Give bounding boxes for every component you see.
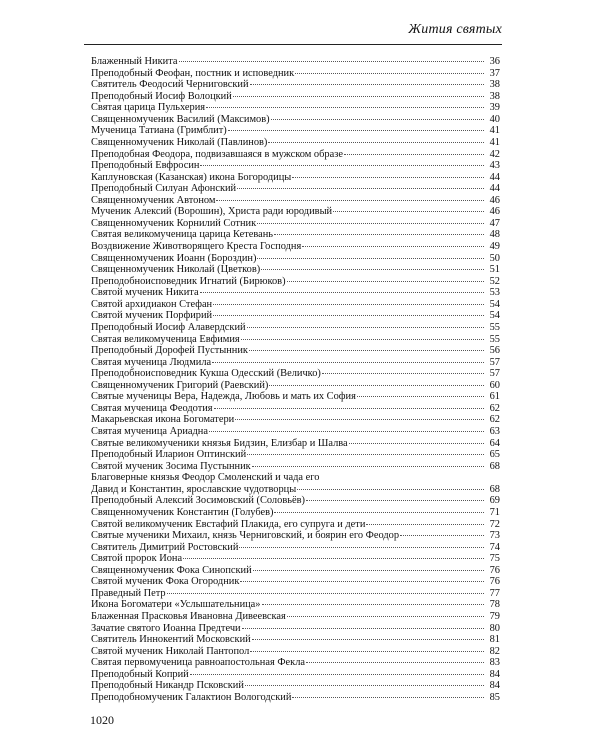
dot-leader	[292, 177, 484, 178]
toc-entry-page: 54	[489, 298, 500, 310]
toc-entry-page: 68	[489, 460, 500, 472]
toc-entry-page: 61	[489, 391, 500, 403]
dot-leader	[357, 396, 484, 397]
toc-entry-title: Мученик Алексий (Ворошин), Христа ради юродивый	[91, 206, 333, 218]
toc-entry-title: Макарьевская икона Богоматери	[91, 414, 235, 426]
toc-entry-title: Святые мученицы Вера, Надежда, Любовь и мать их София	[91, 391, 356, 403]
toc-entry-page: 48	[489, 229, 500, 241]
toc-entry-title: Святой мученик Зосима Пустынник	[91, 460, 251, 472]
dot-leader	[200, 165, 484, 166]
toc-entry-title: Святые великомученики князья Бидзин, Елизбар и Шалва	[91, 437, 348, 449]
toc-entry-page: 69	[489, 495, 500, 507]
toc-entry-page: 38	[489, 79, 500, 91]
dot-leader	[245, 685, 484, 686]
toc-entry-title: Святой мученик Николай Пантопол	[91, 645, 250, 657]
toc-entry-title: Преподобноисповедник Кукша Одесский (Величко)	[91, 368, 321, 380]
toc-entry-page: 41	[489, 136, 500, 148]
dot-leader	[214, 408, 484, 409]
toc-entry-title: Святитель Димитрий Ростовский	[91, 541, 239, 553]
toc-entry-page: 53	[489, 287, 500, 299]
dot-leader	[333, 211, 484, 212]
dot-leader	[216, 200, 484, 201]
toc-entry-page: 65	[489, 449, 500, 461]
toc-entry	[91, 611, 500, 623]
toc-entry-title: Преподобный Дорофей Пустынник	[91, 345, 248, 357]
toc-entry-title: Священномученик Автоном	[91, 194, 216, 206]
toc-entry-page: 52	[489, 275, 500, 287]
toc-entry-page: 50	[489, 252, 500, 264]
toc-entry-title: Священномученик Корнилий Сотник	[91, 217, 257, 229]
toc-entry	[91, 229, 500, 241]
dot-leader	[400, 535, 484, 536]
toc-entry-page: 68	[489, 483, 500, 495]
toc-entry-page: 76	[489, 564, 500, 576]
toc-entry-page: 64	[489, 437, 500, 449]
toc-entry	[91, 426, 500, 438]
toc-entry-title: Святая мученица Феодотия	[91, 402, 213, 414]
toc-entry	[91, 623, 500, 635]
toc-entry-title: Праведный Петр	[91, 587, 166, 599]
toc-entry	[91, 253, 500, 265]
toc-entry-title: Зачатие святого Иоанна Предтечи	[91, 622, 241, 634]
toc-entry	[91, 287, 500, 299]
dot-leader	[292, 697, 484, 698]
dot-leader	[287, 616, 484, 617]
toc-entry	[91, 634, 500, 646]
running-header-title: Жития святых	[408, 22, 502, 37]
dot-leader	[269, 385, 484, 386]
toc-entry-page: 83	[489, 657, 500, 669]
toc-entry	[91, 183, 500, 195]
toc-entry-page: 82	[489, 645, 500, 657]
toc-entry-title: Преподобная Феодора, подвизавшаяся в мужском образе	[91, 148, 343, 160]
toc-entry	[91, 195, 500, 207]
running-header	[84, 18, 502, 45]
dot-leader	[212, 362, 484, 363]
toc-entry	[91, 102, 500, 114]
toc-entry-title: Святая первомученица равноапостольная Фекла	[91, 657, 306, 669]
dot-leader	[274, 512, 484, 513]
toc-entry-title: Мученица Татиана (Гримблит)	[91, 125, 227, 137]
toc-entry-title: Священномученик Иоанн (Бороздин)	[91, 252, 257, 264]
toc-entry	[91, 519, 500, 531]
toc-entry	[91, 438, 500, 450]
dot-leader	[271, 119, 484, 120]
toc-entry-title: Преподобномученик Галактион Вологодский	[91, 691, 292, 703]
toc-entry-title: Святая великомученица Евфимия	[91, 333, 240, 345]
toc-entry-page: 57	[489, 356, 500, 368]
toc-entry-title: Священномученик Василий (Максимов)	[91, 113, 270, 125]
toc-entry-title: Преподобный Евфросин	[91, 160, 200, 172]
toc-entry-title: Святой мученик Фока Огородник	[91, 576, 240, 588]
toc-entry-page: 54	[489, 310, 500, 322]
toc-entry	[91, 322, 500, 334]
toc-entry-page: 44	[489, 171, 500, 183]
dot-leader	[179, 61, 485, 62]
dot-leader	[297, 489, 484, 490]
toc-entry	[91, 160, 500, 172]
dot-leader	[257, 223, 484, 224]
toc-entry	[91, 472, 500, 495]
toc-entry	[91, 114, 500, 126]
toc-entry	[91, 449, 500, 461]
toc-entry-page: 72	[489, 518, 500, 530]
toc-entry-title: Преподобный Никандр Псковский	[91, 680, 244, 692]
toc-entry-title: Святой мученик Порфирий	[91, 310, 213, 322]
toc-entry-page: 60	[489, 379, 500, 391]
dot-leader	[252, 466, 484, 467]
toc-entry	[91, 172, 500, 184]
toc-entry-page: 49	[489, 241, 500, 252]
dot-leader	[240, 581, 484, 582]
dot-leader	[242, 628, 484, 629]
toc-entry-page: 46	[489, 206, 500, 218]
toc-entry-page: 55	[489, 333, 500, 345]
dot-leader	[253, 570, 484, 571]
table-of-contents	[91, 56, 500, 704]
dot-leader	[366, 524, 484, 525]
toc-entry	[91, 646, 500, 658]
toc-entry-title: Священномученик Николай (Цветков)	[91, 264, 261, 276]
toc-entry-page: 55	[489, 321, 500, 333]
toc-entry	[91, 507, 500, 519]
toc-entry-page: 57	[489, 368, 500, 380]
dot-leader	[237, 188, 484, 189]
toc-entry-page: 38	[489, 90, 500, 102]
dot-leader	[274, 234, 484, 235]
toc-entry	[91, 403, 500, 415]
dot-leader	[247, 327, 484, 328]
toc-entry-page: 79	[489, 611, 500, 622]
dot-leader	[209, 431, 484, 432]
dot-leader	[235, 419, 484, 420]
toc-entry	[91, 264, 500, 276]
toc-entry-page: 37	[489, 67, 500, 79]
toc-entry	[91, 692, 500, 704]
toc-entry	[91, 391, 500, 403]
toc-entry-page: 44	[489, 183, 500, 195]
dot-leader	[250, 84, 484, 85]
toc-entry	[91, 414, 500, 426]
toc-entry	[91, 91, 500, 103]
toc-entry-page: 62	[489, 402, 500, 414]
toc-entry-page: 78	[489, 599, 500, 611]
toc-entry-title: Святитель Иннокентий Московский	[91, 634, 251, 646]
toc-entry-title: Священномученик Константин (Голубев)	[91, 506, 274, 518]
toc-entry-page: 43	[489, 160, 500, 172]
toc-entry-title: Священномученик Николай (Павлинов)	[91, 136, 268, 148]
toc-entry	[91, 299, 500, 311]
toc-entry	[91, 68, 500, 80]
toc-entry-title-continued: Давид и Константин, ярославские чудотворцы	[91, 483, 297, 495]
toc-entry	[91, 368, 500, 380]
toc-entry	[91, 149, 500, 161]
toc-entry-page: 56	[489, 345, 500, 357]
dot-leader	[344, 154, 484, 155]
dot-leader	[306, 500, 484, 501]
dot-leader	[239, 547, 484, 548]
toc-entry-page: 36	[489, 56, 500, 67]
toc-entry	[91, 657, 500, 669]
toc-entry	[91, 56, 500, 68]
toc-entry-page: 41	[489, 125, 500, 137]
toc-entry	[91, 542, 500, 554]
toc-entry-title: Святой великомученик Евстафий Плакида, его супруга и дети	[91, 518, 366, 530]
dot-leader	[213, 304, 484, 305]
toc-entry-title: Священномученик Григорий (Раевский)	[91, 379, 269, 391]
toc-entry-title: Преподобный Феофан, постник и исповедник	[91, 67, 295, 79]
dot-leader	[302, 246, 484, 247]
dot-leader	[349, 443, 484, 444]
toc-entry-page: 80	[489, 622, 500, 634]
toc-entry	[91, 125, 500, 137]
toc-entry-page: 71	[489, 506, 500, 518]
dot-leader	[183, 558, 484, 559]
toc-entry-title: Преподобный Коприй	[91, 668, 189, 680]
toc-entry-page: 81	[489, 634, 500, 646]
toc-entry-title: Святитель Феодосий Черниговский	[91, 79, 249, 91]
toc-entry-title: Икона Богоматери «Услышательница»	[91, 599, 261, 611]
toc-entry-title: Преподобный Силуан Афонский	[91, 183, 237, 195]
dot-leader	[261, 269, 484, 270]
toc-entry-page: 63	[489, 426, 500, 437]
toc-entry-title: Благоверные князья Феодор Смоленский и чада его	[91, 472, 320, 484]
toc-entry-page: 84	[489, 680, 500, 692]
dot-leader	[200, 292, 484, 293]
toc-entry	[91, 553, 500, 565]
toc-entry-page: 47	[489, 217, 500, 229]
toc-entry-title: Святой пророк Иона	[91, 553, 183, 565]
toc-entry	[91, 680, 500, 692]
toc-entry-title: Преподобный Иларион Оптинский	[91, 449, 247, 461]
toc-entry-title: Преподобный Иосиф Алавердский	[91, 321, 246, 333]
toc-entry-page: 76	[489, 576, 500, 588]
toc-entry-title: Священномученик Фока Синопский	[91, 564, 252, 576]
toc-entry-page: 46	[489, 194, 500, 206]
toc-entry-page: 85	[489, 691, 500, 703]
dot-leader	[306, 662, 484, 663]
toc-entry	[91, 218, 500, 230]
toc-entry	[91, 588, 500, 600]
toc-entry-title: Преподобноисповедник Игнатий (Бирюков)	[91, 275, 286, 287]
toc-entry-page: 42	[489, 148, 500, 160]
dot-leader	[190, 674, 484, 675]
toc-entry-title: Святой мученик Никита	[91, 287, 199, 299]
toc-entry	[91, 495, 500, 507]
toc-entry-page: 62	[489, 414, 500, 426]
dot-leader	[252, 639, 484, 640]
toc-entry-title: Воздвижение Животворящего Креста Господня	[91, 241, 302, 252]
toc-entry-page: 84	[489, 668, 500, 680]
dot-leader	[228, 130, 484, 131]
toc-entry-title: Святые мученики Михаил, князь Черниговский, и боярин его Феодор	[91, 530, 400, 542]
toc-entry	[91, 334, 500, 346]
dot-leader	[206, 107, 484, 108]
toc-entry-title: Святая великомученица царица Кетевань	[91, 229, 274, 241]
toc-entry	[91, 79, 500, 91]
toc-entry	[91, 345, 500, 357]
toc-entry	[91, 310, 500, 322]
dot-leader	[268, 142, 484, 143]
toc-entry-title: Святой архидиакон Стефан	[91, 298, 213, 310]
toc-entry-page: 73	[489, 530, 500, 542]
toc-entry-title: Святая мученица Ариадна	[91, 426, 208, 437]
dot-leader	[250, 651, 484, 652]
dot-leader	[287, 281, 484, 282]
dot-leader	[295, 73, 484, 74]
dot-leader	[249, 350, 484, 351]
toc-entry	[91, 276, 500, 288]
toc-entry-page: 39	[489, 102, 500, 114]
toc-entry-title: Преподобный Алексий Зосимовский (Соловьёв)	[91, 495, 305, 507]
toc-entry-title: Преподобный Иосиф Волоцкий	[91, 90, 232, 102]
toc-entry-title: Святая мученица Людмила	[91, 356, 212, 368]
dot-leader	[247, 454, 484, 455]
toc-entry	[91, 241, 500, 253]
toc-entry-title: Святая царица Пульхерия	[91, 102, 206, 114]
toc-entry	[91, 530, 500, 542]
dot-leader	[213, 315, 484, 316]
dot-leader	[257, 258, 484, 259]
dot-leader	[167, 593, 484, 594]
toc-entry	[91, 206, 500, 218]
toc-entry-page: 77	[489, 587, 500, 599]
toc-entry	[91, 137, 500, 149]
toc-entry-page: 74	[489, 541, 500, 553]
toc-entry	[91, 576, 500, 588]
toc-entry	[91, 669, 500, 681]
toc-entry-page: 51	[489, 264, 500, 276]
toc-entry	[91, 565, 500, 577]
toc-entry-page: 75	[489, 553, 500, 565]
toc-entry-title: Блаженный Никита	[91, 56, 178, 67]
toc-entry-title: Блаженная Прасковья Ивановна Дивеевская	[91, 611, 286, 622]
toc-entry-title: Каплуновская (Казанская) икона Богородицы	[91, 171, 292, 183]
dot-leader	[262, 604, 485, 605]
toc-entry	[91, 380, 500, 392]
toc-entry	[91, 599, 500, 611]
toc-entry	[91, 357, 500, 369]
dot-leader	[322, 373, 484, 374]
page-number: 1020	[90, 713, 114, 727]
dot-leader	[233, 96, 484, 97]
dot-leader	[241, 339, 484, 340]
toc-entry	[91, 461, 500, 473]
toc-entry-page: 40	[489, 113, 500, 125]
